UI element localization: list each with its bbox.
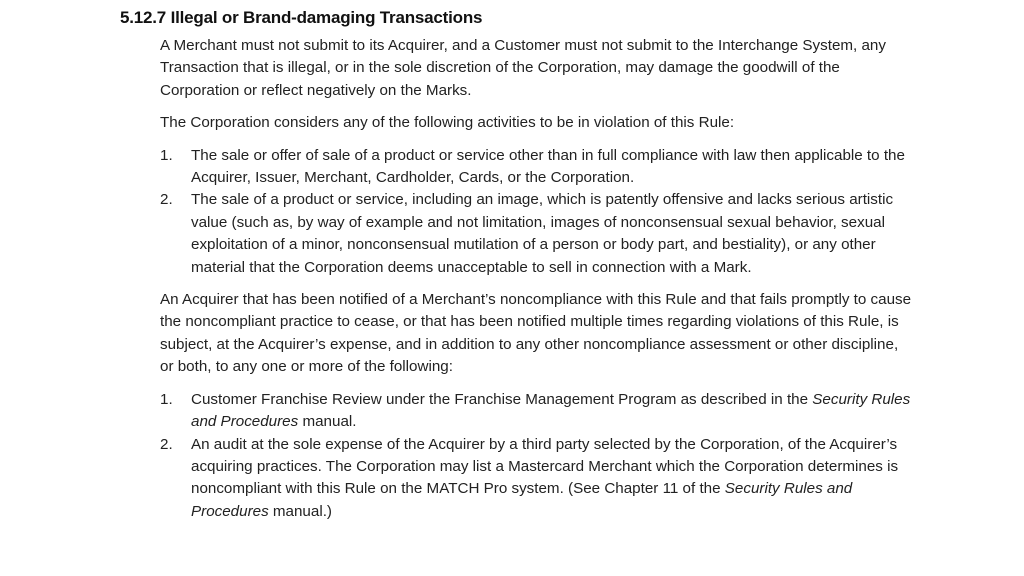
list-text: The sale or offer of sale of a product or service other than in full compliance with law then applicable to the Acquirer, Issuer, Merchant, Cardholder, Cards, or the Corporation. [191, 146, 905, 187]
list-item [160, 434, 914, 524]
list-text-part: Customer Franchise Review under the Franchise Management Program as described in the [191, 390, 813, 408]
manual-title: Security Rules and Procedures [191, 390, 911, 431]
paragraph-violation-intro: The Corporation considers any of the following activities to be in violation of this Rule: [160, 114, 735, 132]
violation-list [160, 145, 914, 279]
list-item [160, 389, 914, 434]
consequence-list [160, 389, 914, 523]
section-heading: 5.12.7 Illegal or Brand-damaging Transactions [120, 8, 483, 27]
list-item [160, 145, 914, 190]
list-number: 2. [160, 435, 173, 453]
list-text: The sale of a product or service, including an image, which is patently offensive and lacks serious artistic value (such as, by way of example and not limitation, images of nonconsensual sexual behavior, sexual exploitation of a minor, nonconsensual mutilation of a person or body part, and bestiality), or any other material that the Corporation deems unacceptable to sell in connection with a Mark. [191, 191, 894, 276]
list-number: 1. [160, 146, 173, 164]
list-text [191, 389, 914, 434]
manual-title: Security Rules and Procedures [191, 480, 853, 520]
list-number: 1. [160, 390, 173, 408]
list-text-part: manual. [298, 413, 357, 431]
list-number: 2. [160, 191, 173, 209]
paragraph-acquirer-consequences: An Acquirer that has been notified of a Merchant’s noncompliance with this Rule and that fails promptly to cause the noncompliant practice to cease, or that has been notified multiple times regarding violations of this Rule, is subject, at the Acquirer’s expense, and in addition to any other noncompliance assessment or other discipline, or both, to any one or more of the following: [160, 291, 912, 376]
list-text-part: manual.) [268, 502, 332, 520]
list-text [191, 434, 914, 524]
paragraph-prohibition: A Merchant must not submit to its Acquirer, and a Customer must not submit to the Interchange System, any Transaction that is illegal, or in the sole discretion of the Corporation, may damage the goodwill of the Corporation or reflect negatively on the Marks. [160, 37, 886, 99]
list-item [160, 189, 914, 279]
list-text-part: An audit at the sole expense of the Acquirer by a third party selected by the Corporation, of the Acquirer’s acquiring practices. The Corporation may list a Mastercard Merchant which the Corporation determines is noncompliant with this Rule on the MATCH Pro system. (See Chapter 11 of the [191, 435, 899, 498]
section-body [160, 35, 914, 523]
